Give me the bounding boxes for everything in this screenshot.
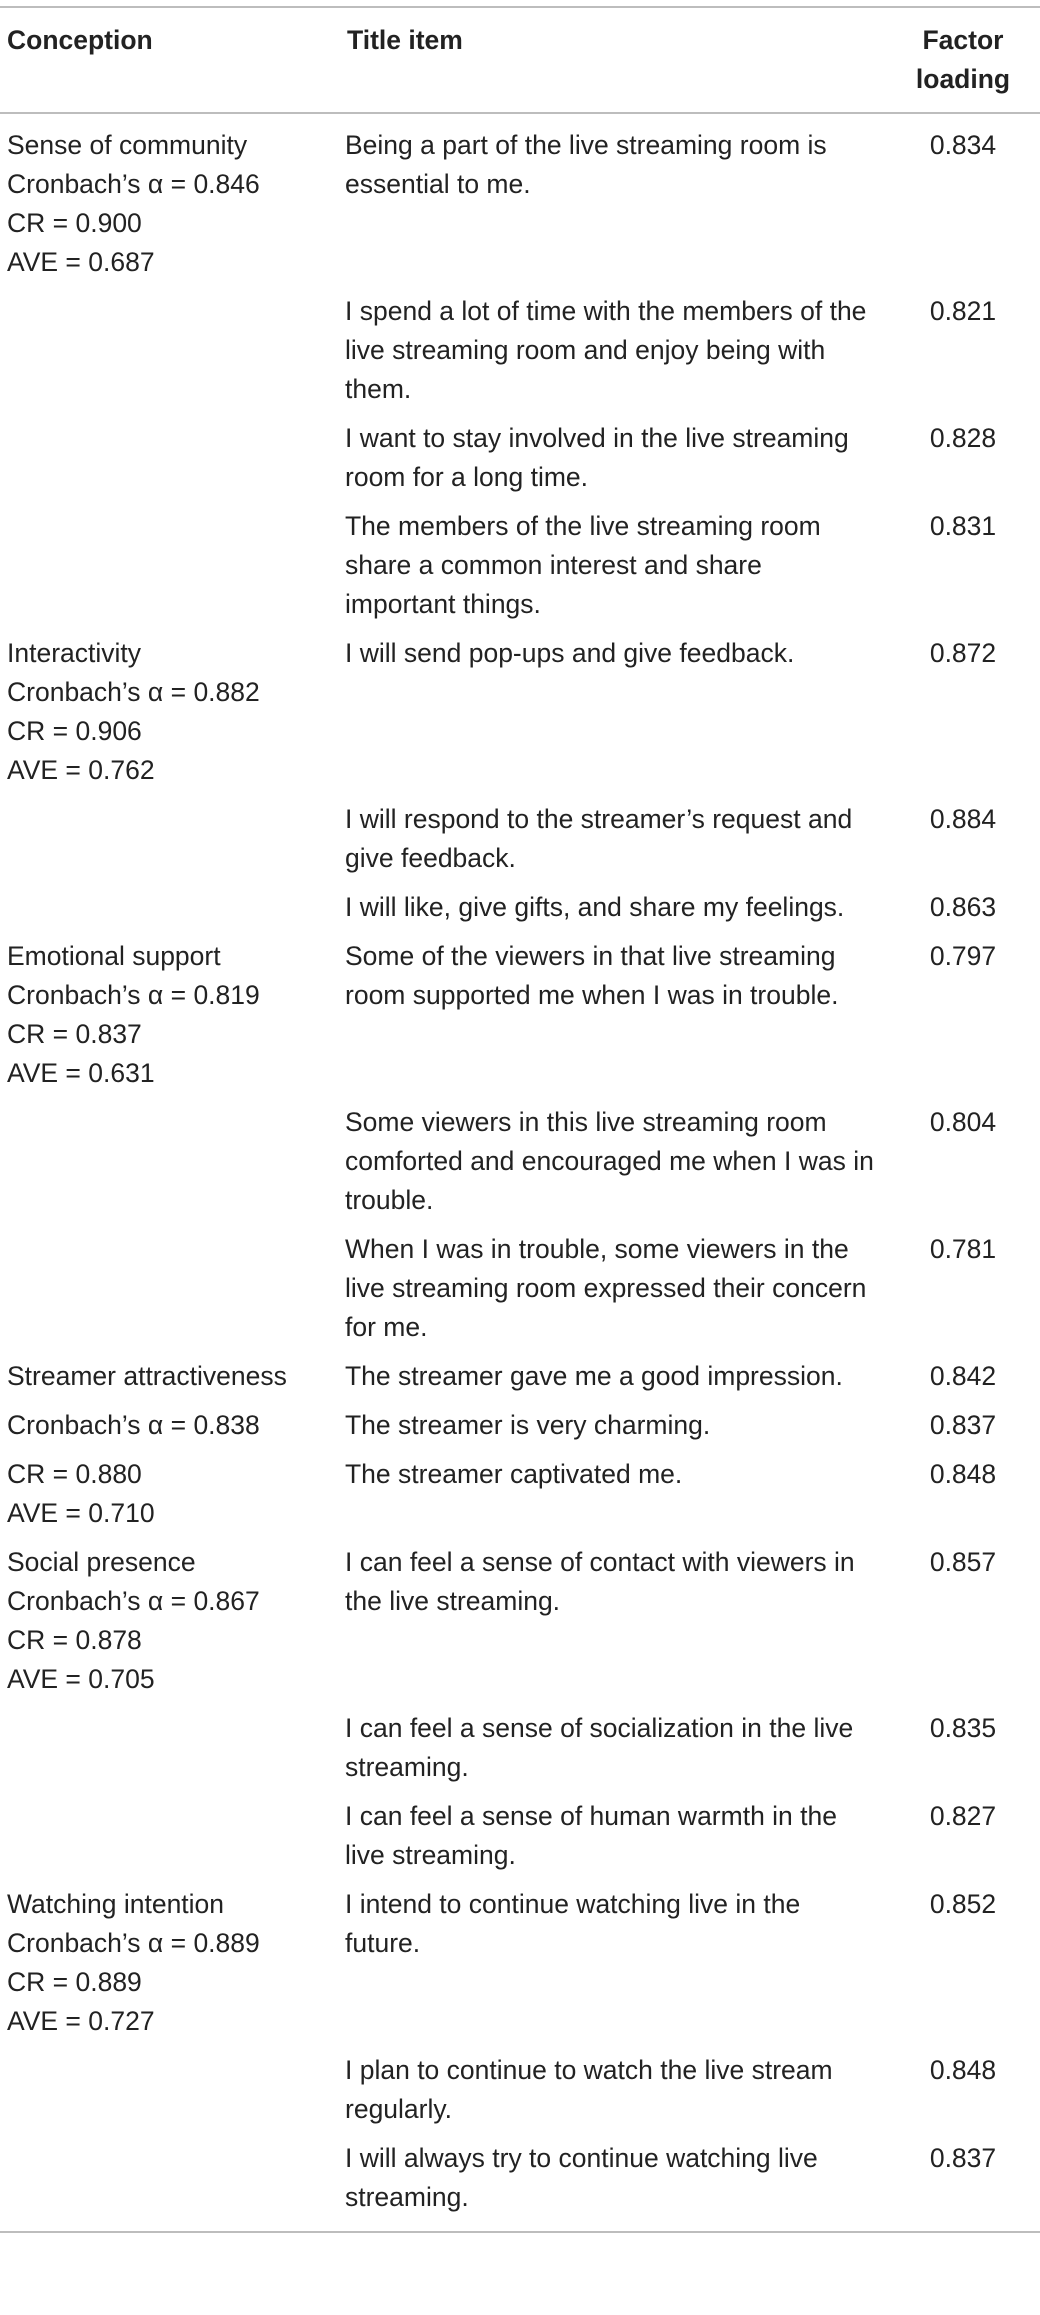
table-row [0,1885,1040,2051]
table-row [0,1455,1040,1543]
conception-label: Watching intention [7,1889,225,1919]
conception-stat: Cronbach’s α = 0.846 [7,169,260,199]
table-row [0,1357,1040,1406]
factor-loading-cell: 0.837 [929,1410,997,1440]
conception-cell [0,419,340,507]
conception-label: CR = 0.880 [7,1459,142,1489]
factor-loading-cell: 0.827 [929,1801,997,1831]
conception-stat: Cronbach’s α = 0.867 [7,1586,260,1616]
conception-cell [0,1709,340,1797]
table-row [0,1543,1040,1709]
title-item-cell: I will like, give gifts, and share my feelings. [345,892,845,922]
header-row [0,7,1040,113]
title-item-cell: Some of the viewers in that live streaming room supported me when I was in trouble. [345,941,839,1010]
conception-stat: CR = 0.889 [7,1967,142,1997]
factor-loading-cell: 0.852 [929,1889,997,1919]
conception-stat: AVE = 0.705 [7,1664,155,1694]
factor-loading-cell: 0.821 [929,296,997,326]
measurement-table [0,6,1040,2233]
title-item-cell: Being a part of the live streaming room is essential to me. [345,130,827,199]
conception-cell [0,2051,340,2139]
conception-label: Social presence [7,1547,196,1577]
title-item-cell: I plan to continue to watch the live stream regularly. [345,2055,833,2124]
table-row [0,292,1040,419]
factor-loading-cell: 0.842 [929,1361,997,1391]
conception-cell [0,1357,340,1406]
table-row [0,800,1040,888]
factor-loading-cell: 0.848 [929,1459,997,1489]
header-factor-loading-line2: loading [915,64,1011,94]
table-row [0,1103,1040,1230]
table-row [0,1406,1040,1455]
header-factor-loading-line1: Factor [922,25,1004,55]
conception-cell [0,292,340,419]
conception-label: Cronbach’s α = 0.838 [7,1410,260,1440]
conception-stat: AVE = 0.727 [7,2006,155,2036]
title-item-cell: I can feel a sense of human warmth in the live streaming. [345,1801,837,1870]
table-header [0,7,1040,113]
table-row [0,1230,1040,1357]
title-item-cell: I will respond to the streamer’s request and give feedback. [345,804,853,873]
title-item-cell: The streamer is very charming. [345,1410,711,1440]
conception-stat: AVE = 0.710 [7,1498,155,1528]
factor-loading-cell: 0.863 [929,892,997,922]
factor-loading-cell: 0.797 [929,941,997,971]
table-row [0,1797,1040,1885]
conception-stat: AVE = 0.631 [7,1058,155,1088]
title-item-cell: I will send pop-ups and give feedback. [345,638,795,668]
conception-cell [0,1230,340,1357]
factor-loading-cell: 0.857 [929,1547,997,1577]
title-item-cell: I want to stay involved in the live streaming room for a long time. [345,423,849,492]
measurement-table-container [0,6,1040,2233]
conception-cell [0,2139,340,2232]
title-item-cell: I can feel a sense of socialization in the live streaming. [345,1713,854,1782]
title-item-cell: The members of the live streaming room share a common interest and share important things. [345,511,821,619]
title-item-cell: The streamer captivated me. [345,1459,683,1489]
conception-cell [0,800,340,888]
title-item-cell: The streamer gave me a good impression. [345,1361,843,1391]
conception-cell [0,113,340,292]
conception-label: Interactivity [7,638,142,668]
table-row [0,1709,1040,1797]
conception-stat: Cronbach’s α = 0.819 [7,980,260,1010]
factor-loading-cell: 0.884 [929,804,997,834]
conception-stat: CR = 0.900 [7,208,142,238]
table-row [0,2051,1040,2139]
header-conception: Conception [0,7,340,113]
factor-loading-cell: 0.828 [929,423,997,453]
factor-loading-cell: 0.848 [929,2055,997,2085]
title-item-cell: Some viewers in this live streaming room comforted and encouraged me when I was in trouble. [345,1107,874,1215]
conception-cell [0,1455,340,1543]
table-row [0,419,1040,507]
title-item-cell: I can feel a sense of contact with viewers in the live streaming. [345,1547,855,1616]
factor-loading-cell: 0.804 [929,1107,997,1137]
factor-loading-cell: 0.834 [929,130,997,160]
factor-loading-cell: 0.781 [929,1234,997,1264]
conception-cell [0,507,340,634]
title-item-cell: I will always try to continue watching live streaming. [340,2139,890,2232]
conception-stat: CR = 0.837 [7,1019,142,1049]
header-factor-loading [890,7,1040,113]
conception-cell [0,1797,340,1885]
conception-stat: Cronbach’s α = 0.882 [7,677,260,707]
table-body [0,113,1040,2232]
table-row [0,937,1040,1103]
table-row [0,888,1040,937]
conception-cell [0,1885,340,2051]
title-item-cell: I intend to continue watching live in the future. [345,1889,801,1958]
conception-stat: CR = 0.878 [7,1625,142,1655]
conception-stat: AVE = 0.687 [7,247,155,277]
conception-cell [0,1543,340,1709]
conception-cell [0,937,340,1103]
conception-label: Sense of community [7,130,248,160]
conception-label: Streamer attractiveness [7,1361,287,1391]
conception-cell [0,1103,340,1230]
conception-cell [0,634,340,800]
conception-stat: CR = 0.906 [7,716,142,746]
title-item-cell: When I was in trouble, some viewers in the live streaming room expressed their concern for me. [345,1234,867,1342]
factor-loading-cell: 0.831 [929,511,997,541]
conception-stat: Cronbach’s α = 0.889 [7,1928,260,1958]
title-item-cell: I spend a lot of time with the members of the live streaming room and enjoy being with them. [345,296,867,404]
factor-loading-cell: 0.837 [890,2139,1040,2232]
header-title-item: Title item [340,7,890,113]
factor-loading-cell: 0.872 [929,638,997,668]
conception-cell [0,1406,340,1455]
conception-stat: AVE = 0.762 [7,755,155,785]
table-row [0,634,1040,800]
factor-loading-cell: 0.835 [929,1713,997,1743]
table-row [0,507,1040,634]
conception-label: Emotional support [7,941,221,971]
table-row [0,2139,1040,2232]
conception-cell [0,888,340,937]
table-row [0,113,1040,292]
